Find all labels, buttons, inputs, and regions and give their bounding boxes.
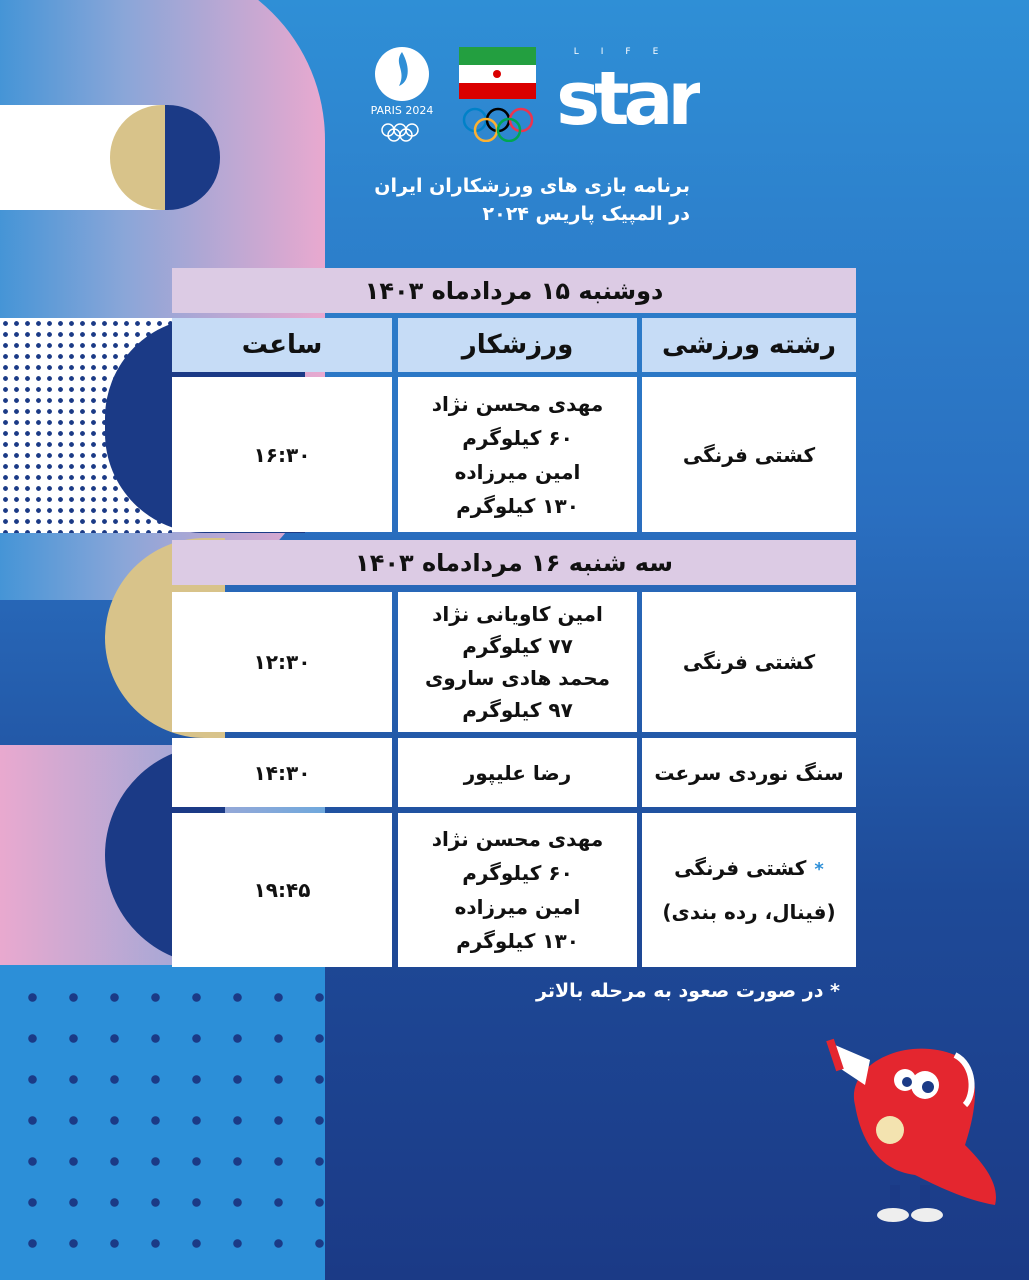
date-header: دوشنبه ۱۵ مردادماه ۱۴۰۳ bbox=[172, 268, 856, 313]
date-header: سه شنبه ۱۶ مردادماه ۱۴۰۳ bbox=[172, 540, 856, 585]
iran-flag-icon bbox=[459, 47, 536, 99]
athlete-cell bbox=[398, 813, 637, 967]
decor-dots-bottom bbox=[0, 965, 325, 1280]
athlete-name: امین میرزاده bbox=[454, 459, 581, 484]
logos bbox=[355, 42, 700, 142]
athlete-name: امین میرزاده bbox=[454, 895, 581, 919]
sport-note: (فینال، رده بندی) bbox=[662, 900, 836, 924]
athlete-name: امین کاویانی نژاد bbox=[432, 602, 603, 626]
sport-cell: سنگ نوردی سرعت bbox=[642, 738, 856, 807]
athlete-cell bbox=[398, 377, 637, 532]
sport-name: کشتی فرنگی bbox=[674, 856, 807, 880]
athlete-cell bbox=[398, 592, 637, 732]
sport-cell: کشتی فرنگی bbox=[642, 592, 856, 732]
time-cell: ۱۹:۴۵ bbox=[172, 813, 392, 967]
column-header-athlete: ورزشکار bbox=[398, 318, 637, 372]
olympic-rings-icon bbox=[464, 109, 532, 141]
footnote: * در صورت صعود به مرحله بالاتر bbox=[536, 980, 840, 1002]
weight-class: ۱۳۰ کیلوگرم bbox=[456, 929, 579, 953]
column-header-time: ساعت bbox=[172, 318, 392, 372]
brand-logo: star bbox=[556, 56, 698, 142]
athlete-name: مهدی محسن نژاد bbox=[431, 827, 604, 851]
paris-2024-logo bbox=[371, 47, 434, 141]
asterisk-icon: * bbox=[814, 859, 824, 880]
weight-class: ۹۷ کیلوگرم bbox=[462, 698, 573, 722]
athlete-cell: رضا علیپور bbox=[398, 738, 637, 807]
sport-cell bbox=[642, 813, 856, 967]
athlete-name: مهدی محسن نژاد bbox=[431, 391, 604, 416]
column-header-sport: رشته ورزشی bbox=[642, 318, 856, 372]
athlete-name: محمد هادی ساروی bbox=[424, 666, 611, 690]
time-cell: ۱۶:۳۰ bbox=[172, 377, 392, 532]
sport-cell: کشتی فرنگی bbox=[642, 377, 856, 532]
weight-class: ۷۷ کیلوگرم bbox=[462, 634, 573, 658]
time-cell: ۱۲:۳۰ bbox=[172, 592, 392, 732]
title-line-1: برنامه بازی های ورزشکاران ایران bbox=[374, 175, 690, 197]
time-cell: ۱۴:۳۰ bbox=[172, 738, 392, 807]
weight-class: ۶۰ کیلوگرم bbox=[462, 425, 573, 450]
paris-logo-text: PARIS 2024 bbox=[370, 104, 434, 117]
phryge-mascot-illustration bbox=[815, 1005, 1015, 1230]
weight-class: ۶۰ کیلوگرم bbox=[462, 861, 573, 885]
page-title bbox=[340, 172, 690, 228]
weight-class: ۱۳۰ کیلوگرم bbox=[456, 493, 579, 518]
title-line-2: در المپیک پاریس ۲۰۲۴ bbox=[482, 203, 690, 225]
brand-small: LIFE bbox=[573, 47, 681, 57]
